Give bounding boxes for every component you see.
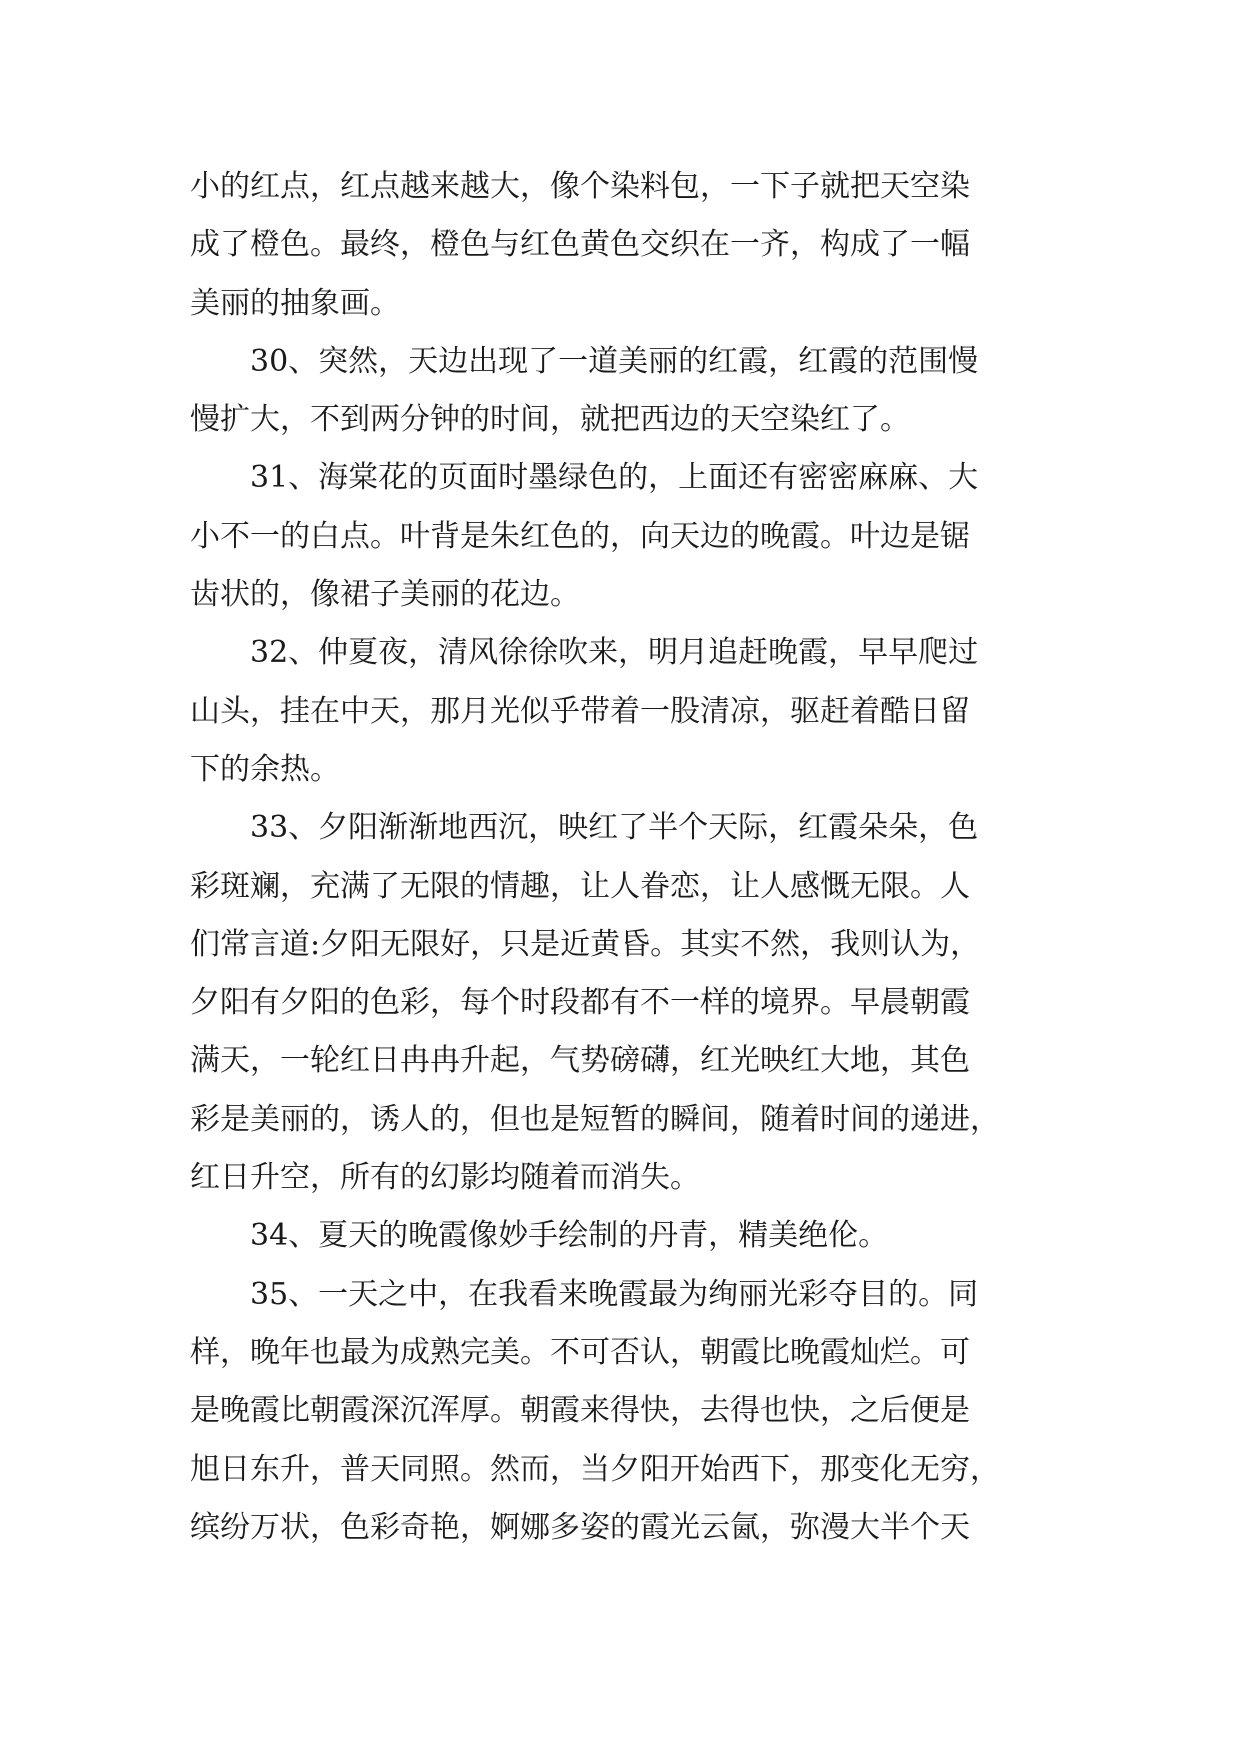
text-line: 齿状的，像裙子美丽的花边。 (190, 577, 580, 613)
text-line: 夕阳有夕阳的色彩，每个时段都有不一样的境界。早晨朝霞 (190, 985, 970, 1021)
text-line: 是晚霞比朝霞深沉浑厚。朝霞来得快，去得也快，之后便是 (190, 1393, 970, 1429)
text-line: 成了橙色。最终，橙色与红色黄色交织在一齐，构成了一幅 (190, 227, 970, 263)
text-line: 32、仲夏夜，清风徐徐吹来，明月追赶晚霞，早早爬过 (190, 635, 979, 671)
paragraph-32 (190, 624, 1050, 799)
text-line: 30、突然，天边出现了一道美丽的红霞，红霞的范围慢 (190, 343, 979, 379)
text-line: 31、海棠花的页面时墨绿色的，上面还有密密麻麻、大 (190, 460, 979, 496)
text-line: 35、一天之中，在我看来晚霞最为绚丽光彩夺目的。同 (190, 1276, 979, 1312)
document-body (190, 158, 1050, 1557)
paragraph-35 (190, 1266, 1050, 1557)
text-line: 旭日东升，普天同照。然而，当夕阳开始西下，那变化无穷， (190, 1451, 1000, 1487)
paragraph-continuation (190, 158, 1050, 333)
text-line: 下的余热。 (190, 751, 340, 787)
text-line: 33、夕阳渐渐地西沉，映红了半个天际，红霞朵朵，色 (190, 810, 979, 846)
text-line: 小不一的白点。叶背是朱红色的，向天边的晚霞。叶边是锯 (190, 518, 970, 554)
text-line: 彩斑斓，充满了无限的情趣，让人眷恋，让人感慨无限。人 (190, 868, 970, 904)
paragraph-33 (190, 799, 1050, 1207)
paragraph-31 (190, 449, 1050, 624)
text-line: 满天，一轮红日冉冉升起，气势磅礴，红光映红大地，其色 (190, 1043, 970, 1079)
text-line: 34、夏天的晚霞像妙手绘制的丹青，精美绝伦。 (190, 1218, 889, 1254)
text-line: 彩是美丽的，诱人的，但也是短暂的瞬间，随着时间的递进， (190, 1101, 1000, 1137)
text-line: 小的红点，红点越来越大，像个染料包，一下子就把天空染 (190, 169, 970, 204)
text-line: 缤纷万状，色彩奇艳，婀娜多姿的霞光云氤，弥漫大半个天 (190, 1509, 970, 1545)
text-line: 们常言道:夕阳无限好，只是近黄昏。其实不然，我则认为， (190, 926, 981, 962)
text-line: 山头，挂在中天，那月光似乎带着一股清凉，驱赶着酷日留 (190, 693, 970, 729)
text-line: 红日升空，所有的幻影均随着而消失。 (190, 1160, 700, 1196)
text-line: 慢扩大，不到两分钟的时间，就把西边的天空染红了。 (190, 402, 910, 438)
text-line: 美丽的抽象画。 (190, 285, 400, 321)
text-line: 样，晚年也最为成熟完美。不可否认，朝霞比晚霞灿烂。可 (190, 1334, 970, 1370)
paragraph-30 (190, 333, 1050, 450)
paragraph-34 (190, 1207, 1050, 1265)
